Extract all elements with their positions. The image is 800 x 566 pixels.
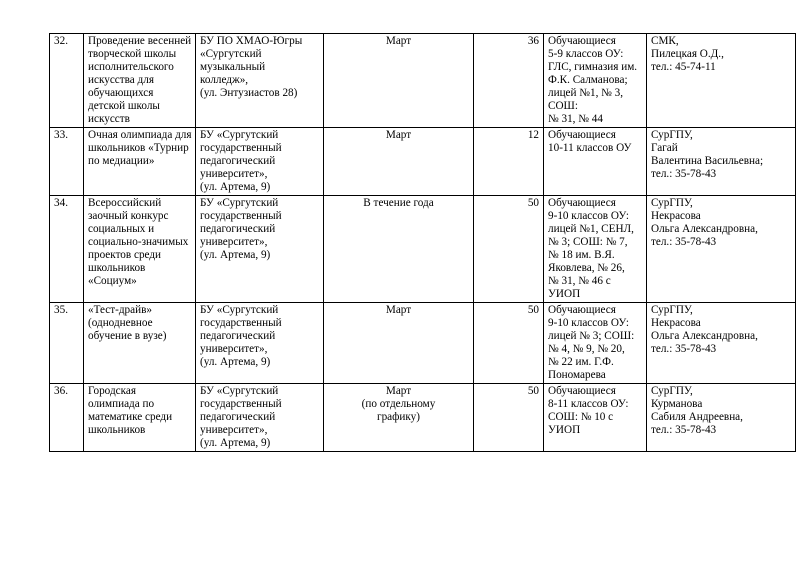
- cell-text-line: искусств: [88, 113, 130, 125]
- cell-text-line: № 31, № 46 с: [548, 275, 611, 287]
- cell-text-line: Валентина Васильевна;: [651, 155, 764, 167]
- cell-text: 36: [527, 35, 539, 47]
- cell-text-line: Март: [385, 129, 412, 141]
- cell-text-line: «Сургутский: [200, 48, 262, 60]
- cell-text-line: Ольга Александровна,: [651, 330, 758, 342]
- event-name-cell: [84, 128, 196, 196]
- cell-text-line: БУ «Сургутский: [200, 304, 279, 316]
- cell-text: 33.: [54, 129, 68, 141]
- cell-text-line: Яковлева, № 26,: [548, 262, 625, 274]
- cell-text-line: Курманова: [651, 398, 703, 410]
- date-cell: [324, 384, 474, 452]
- cell-text: 12: [527, 129, 539, 141]
- date-cell: [324, 34, 474, 128]
- cell-text-line: 9-10 классов ОУ:: [548, 210, 629, 222]
- cell-text-line: университет»,: [200, 168, 268, 180]
- cell-text-line: СурГПУ,: [651, 385, 693, 397]
- cell-text-line: социально-значимых: [88, 236, 189, 248]
- cell-text-line: обучающихся: [88, 87, 154, 99]
- venue-cell: [196, 34, 324, 128]
- cell-text-line: обучение в вузе): [88, 330, 167, 342]
- participants-cell: [544, 128, 647, 196]
- cell-text-line: Март: [385, 304, 412, 316]
- cell-text-line: проектов среди: [88, 249, 162, 261]
- cell-text-line: школьников: [88, 262, 146, 274]
- cell-text-line: СурГПУ,: [651, 129, 693, 141]
- cell-text-line: Очная олимпиада для: [88, 129, 192, 141]
- cell-text: 50: [527, 385, 539, 397]
- date-cell: [324, 303, 474, 384]
- cell-text-line: Ольга Александровна,: [651, 223, 758, 235]
- participant-count-cell: [474, 128, 544, 196]
- row-number-cell: [50, 196, 84, 303]
- cell-text-line: социальных и: [88, 223, 155, 235]
- cell-text-line: № 31, № 44: [548, 113, 603, 125]
- cell-text-line: 5-9 классов ОУ:: [548, 48, 624, 60]
- cell-text-line: Сабиля Андреевна,: [651, 411, 743, 423]
- cell-text-line: Март: [385, 35, 412, 47]
- cell-text-line: педагогический: [200, 411, 276, 423]
- cell-text-line: государственный: [200, 142, 282, 154]
- table-row: [50, 128, 796, 196]
- cell-text-line: Некрасова: [651, 210, 701, 222]
- cell-text-line: искусства для: [88, 74, 154, 86]
- cell-text-line: В течение года: [363, 197, 434, 209]
- row-number-cell: [50, 128, 84, 196]
- cell-text-line: педагогический: [200, 155, 276, 167]
- cell-text-line: Обучающиеся: [548, 385, 616, 397]
- cell-text-line: школьников «Турнир: [88, 142, 189, 154]
- cell-text-line: Обучающиеся: [548, 304, 616, 316]
- cell-text-line: Пономарева: [548, 369, 606, 381]
- cell-text-line: по медиации»: [88, 155, 155, 167]
- cell-text-line: «Тест-драйв»: [88, 304, 152, 316]
- cell-text-line: Обучающиеся: [548, 129, 616, 141]
- cell-text-line: (ул. Артема, 9): [200, 249, 271, 261]
- cell-text-line: Проведение весенней: [88, 35, 192, 47]
- responsible-cell: [647, 196, 796, 303]
- venue-cell: [196, 303, 324, 384]
- event-name-cell: [84, 34, 196, 128]
- cell-text-line: тел.: 35-78-43: [651, 343, 717, 355]
- participants-cell: [544, 34, 647, 128]
- cell-text-line: (по отдельному: [361, 398, 436, 410]
- cell-text: 32.: [54, 35, 68, 47]
- cell-text-line: СОШ: № 10 с: [548, 411, 614, 423]
- table-row: [50, 34, 796, 128]
- participants-cell: [544, 196, 647, 303]
- cell-text-line: Ф.К. Салманова;: [548, 74, 628, 86]
- events-table: [49, 33, 796, 452]
- cell-text-line: ГЛС, гимназия им.: [548, 61, 638, 73]
- cell-text: 34.: [54, 197, 68, 209]
- cell-text-line: УИОП: [548, 288, 581, 300]
- cell-text-line: олимпиада по: [88, 398, 155, 410]
- cell-text-line: БУ «Сургутский: [200, 197, 279, 209]
- cell-text-line: университет»,: [200, 236, 268, 248]
- cell-text-line: школьников: [88, 424, 146, 436]
- cell-text-line: СОШ:: [548, 100, 578, 112]
- cell-text-line: БУ «Сургутский: [200, 129, 279, 141]
- cell-text-line: творческой школы: [88, 48, 177, 60]
- cell-text-line: 9-10 классов ОУ:: [548, 317, 629, 329]
- cell-text-line: (ул. Артема, 9): [200, 356, 271, 368]
- table-row: [50, 303, 796, 384]
- cell-text-line: заочный конкурс: [88, 210, 169, 222]
- cell-text-line: лицей №1, СЕНЛ,: [548, 223, 634, 235]
- cell-text-line: университет»,: [200, 343, 268, 355]
- cell-text-line: Март: [385, 385, 412, 397]
- cell-text-line: исполнительского: [88, 61, 174, 73]
- row-number-cell: [50, 384, 84, 452]
- responsible-cell: [647, 34, 796, 128]
- cell-text-line: БУ «Сургутский: [200, 385, 279, 397]
- event-name-cell: [84, 303, 196, 384]
- cell-text: 36.: [54, 385, 68, 397]
- cell-text-line: «Социум»: [88, 275, 137, 287]
- cell-text-line: СурГПУ,: [651, 304, 693, 316]
- cell-text-line: тел.: 35-78-43: [651, 236, 717, 248]
- cell-text: 50: [527, 304, 539, 316]
- date-cell: [324, 128, 474, 196]
- row-number-cell: [50, 34, 84, 128]
- events-table-body: [50, 34, 796, 452]
- cell-text-line: тел.: 35-78-43: [651, 168, 717, 180]
- cell-text: 35.: [54, 304, 68, 316]
- cell-text: 50: [527, 197, 539, 209]
- participant-count-cell: [474, 34, 544, 128]
- cell-text-line: музыкальный: [200, 61, 266, 73]
- responsible-cell: [647, 303, 796, 384]
- cell-text-line: университет»,: [200, 424, 268, 436]
- cell-text-line: тел.: 35-78-43: [651, 424, 717, 436]
- cell-text-line: № 3; СОШ: № 7,: [548, 236, 628, 248]
- cell-text-line: Некрасова: [651, 317, 701, 329]
- cell-text-line: Всероссийский: [88, 197, 162, 209]
- cell-text-line: Обучающиеся: [548, 35, 616, 47]
- cell-text-line: 8-11 классов ОУ:: [548, 398, 629, 410]
- cell-text-line: педагогический: [200, 330, 276, 342]
- cell-text-line: педагогический: [200, 223, 276, 235]
- cell-text-line: тел.: 45-74-11: [651, 61, 716, 73]
- cell-text-line: БУ ПО ХМАО-Югры: [200, 35, 303, 47]
- cell-text-line: Городская: [88, 385, 136, 397]
- cell-text-line: государственный: [200, 317, 282, 329]
- cell-text-line: № 22 им. Г.Ф.: [548, 356, 614, 368]
- participant-count-cell: [474, 303, 544, 384]
- cell-text-line: (ул. Артема, 9): [200, 181, 271, 193]
- cell-text-line: графику): [377, 411, 420, 423]
- cell-text-line: Гагай: [651, 142, 678, 154]
- cell-text-line: математике среди: [88, 411, 173, 423]
- table-row: [50, 384, 796, 452]
- cell-text-line: СурГПУ,: [651, 197, 693, 209]
- cell-text-line: государственный: [200, 210, 282, 222]
- row-number-cell: [50, 303, 84, 384]
- cell-text-line: колледж»,: [200, 74, 249, 86]
- participants-cell: [544, 384, 647, 452]
- responsible-cell: [647, 128, 796, 196]
- participants-cell: [544, 303, 647, 384]
- venue-cell: [196, 128, 324, 196]
- cell-text-line: Обучающиеся: [548, 197, 616, 209]
- cell-text-line: лицей №1, № 3,: [548, 87, 624, 99]
- date-cell: [324, 196, 474, 303]
- responsible-cell: [647, 384, 796, 452]
- cell-text-line: лицей № 3; СОШ:: [548, 330, 635, 342]
- cell-text-line: 10-11 классов ОУ: [548, 142, 632, 154]
- venue-cell: [196, 384, 324, 452]
- participant-count-cell: [474, 196, 544, 303]
- event-name-cell: [84, 384, 196, 452]
- participant-count-cell: [474, 384, 544, 452]
- cell-text-line: государственный: [200, 398, 282, 410]
- cell-text-line: (однодневное: [88, 317, 153, 329]
- cell-text-line: детской школы: [88, 100, 160, 112]
- cell-text-line: № 4, № 9, № 20,: [548, 343, 625, 355]
- cell-text-line: № 18 им. В.Я.: [548, 249, 615, 261]
- venue-cell: [196, 196, 324, 303]
- cell-text-line: Пилецкая О.Д.,: [651, 48, 724, 60]
- table-row: [50, 196, 796, 303]
- cell-text-line: УИОП: [548, 424, 581, 436]
- cell-text-line: СМК,: [651, 35, 679, 47]
- cell-text-line: (ул. Энтузиастов 28): [200, 87, 298, 99]
- event-name-cell: [84, 196, 196, 303]
- cell-text-line: (ул. Артема, 9): [200, 437, 271, 449]
